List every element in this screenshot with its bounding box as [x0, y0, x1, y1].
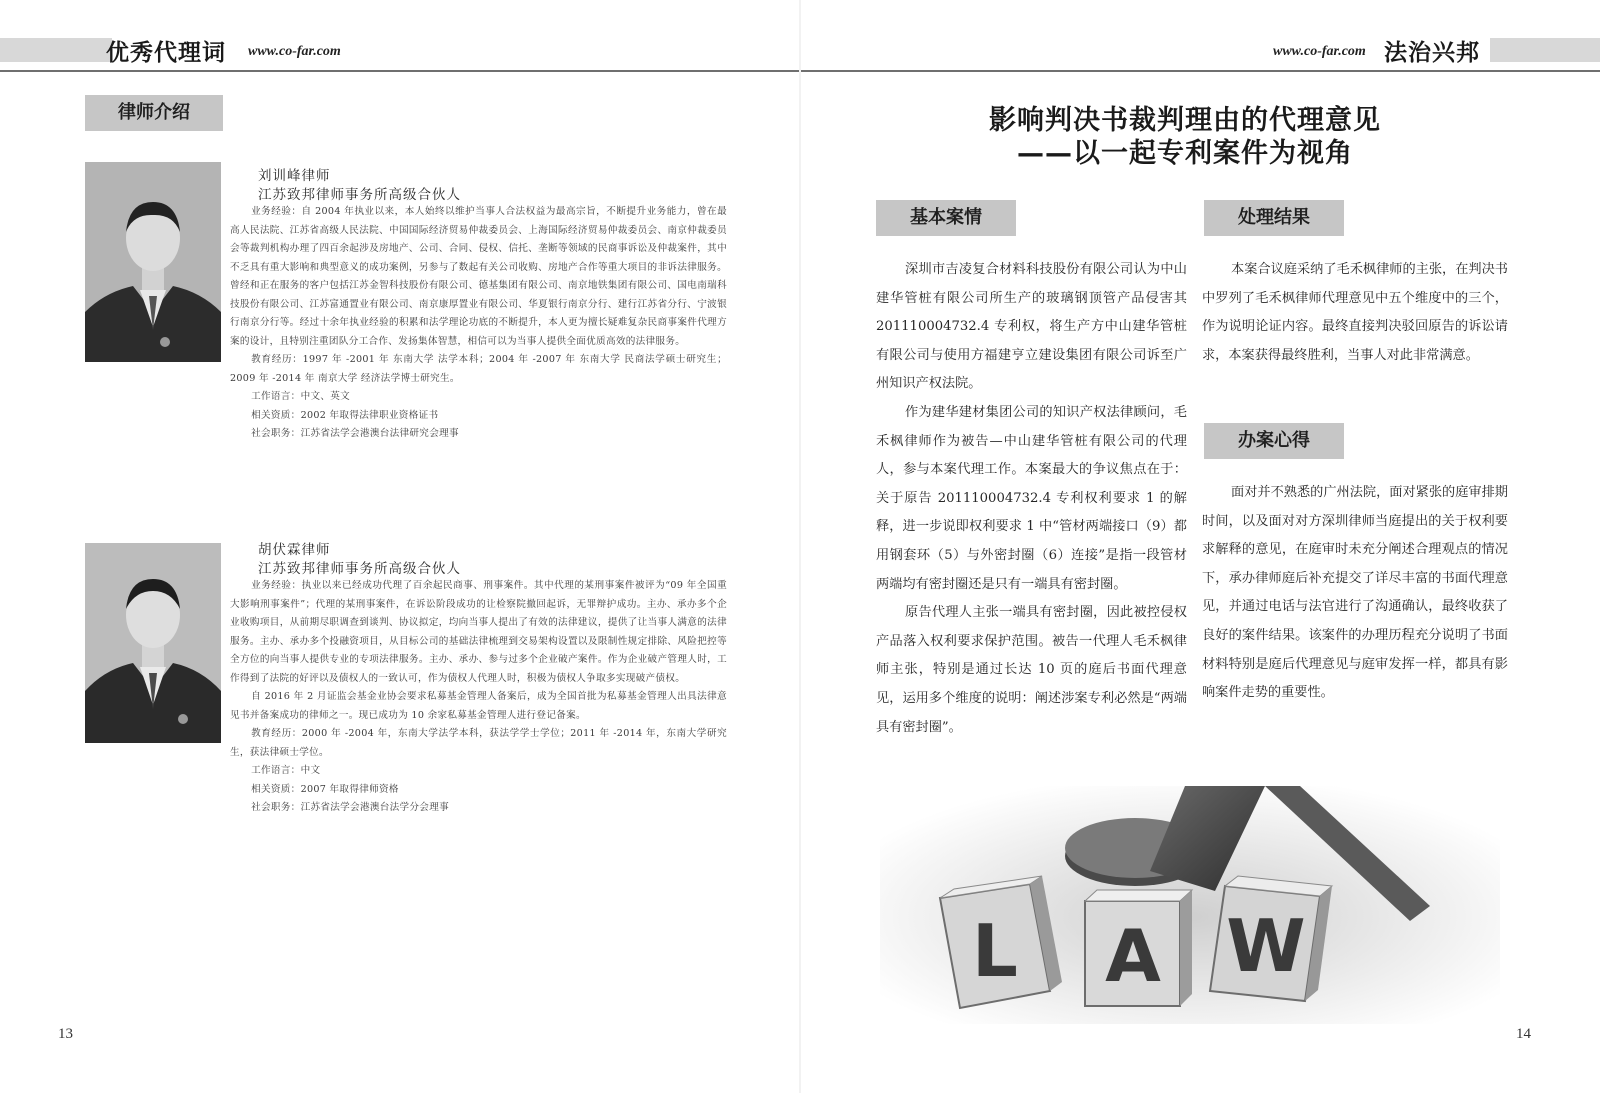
- law-blocks-gavel-illustration: [880, 786, 1500, 1024]
- portrait-illustration-2: [85, 543, 221, 743]
- section-tag-outcome: 处理结果: [1204, 200, 1344, 236]
- basic-facts-paragraph-2: 作为建华建材集团公司的知识产权法律顾问，毛禾枫律师作为被告—中山建华管桩有限公司的代理人，参与本案代理工作。本案最大的争议焦点在于：关于原告 201110004732.4 专利权利要求 1 的解释，进一步说即权利要求 1 中“管材两端接口（9）都用钢套环（5）与外密封圈（6）连接”是指一段管材两端均有密封圈还是只有一端具有密封圈。: [876, 404, 1187, 592]
- article-title: [950, 104, 1420, 170]
- lawyer-bio-2: [230, 577, 727, 818]
- article-title-line-2: ——以一起专利案件为视角: [1017, 138, 1353, 169]
- insights-body: [1202, 479, 1508, 708]
- law-block-letter-w: W: [1226, 904, 1306, 988]
- lawyer-1-social-role: 社会职务：江苏省法学会港澳台法律研究会理事: [251, 428, 459, 439]
- lawyer-1-education: 教育经历：1997 年 -2001 年 东南大学 法学本科；2004 年 -2007 年 东南大学 民商法学硕士研究生；2009 年 -2014 年 南京大学 经济法学博士研究生。: [230, 354, 727, 384]
- lawyer-2-fund-filing: 自 2016 年 2 月证监会基金业协会要求私募基金管理人备案后，成为全国首批为私募基金管理人出具法律意见书并备案成功的律师之一。现已成功为 10 余家私募基金管理人进行登记备案。: [230, 691, 727, 721]
- page-number-right: 14: [1516, 1026, 1531, 1042]
- lawyer-name-2: 胡伏霖律师: [258, 542, 331, 558]
- basic-facts-body: [876, 256, 1187, 742]
- lawyer-2-experience: 业务经验：执业以来已经成功代理了百余起民商事、刑事案件。其中代理的某刑事案件被评为“09 年全国重大影响刑事案件”；代理的某刑事案件，在诉讼阶段成功的让检察院撤回起诉，无罪辩护成功。主办、承办多个企业收购项目，从前期尽职调查到谈判、协议拟定，均向当事人提出了有效的法律建议，提供了让当事人满意的法律服务。主办、承办多个投融资项目，从目标公司的基础法律梳理到交易架构设置以及限制性规定排除、风险把控等全方位的向当事人提供专业的专项法律服务。主办、承办、参与过多个企业破产案件。作为企业破产管理人时，工作得到了法院的好评以及债权人的一致认可，作为债权人代理人时，积极为债权人争取多实现破产债权。: [230, 580, 727, 684]
- portrait-illustration-1: [85, 162, 221, 362]
- page-spine: [799, 0, 801, 1093]
- header-left-url: www.co-far.com: [248, 44, 341, 59]
- lawyer-2-language: 工作语言：中文: [251, 765, 321, 776]
- outcome-body: [1202, 256, 1508, 370]
- law-block-letter-a: A: [1105, 914, 1161, 998]
- section-tag-insights: 办案心得: [1204, 423, 1344, 459]
- lawyer-2-qualification: 相关资质：2007 年取得律师资格: [251, 783, 399, 795]
- header-band-right: [1490, 38, 1600, 62]
- lawyer-title-1: 江苏致邦律师事务所高级合伙人: [258, 187, 461, 203]
- section-tag-basic-facts: 基本案情: [876, 200, 1016, 236]
- outcome-paragraph-1: 本案合议庭采纳了毛禾枫律师的主张，在判决书中罗列了毛禾枫律师代理意见中五个维度中的三个，作为说明论证内容。最终直接判决驳回原告的诉讼请求，本案获得最终胜利，当事人对此非常满意。: [1202, 262, 1508, 363]
- law-block-letter-l: L: [972, 909, 1018, 993]
- header-rule-right: [800, 70, 1600, 72]
- lawyer-1-language: 工作语言：中文、英文: [251, 391, 351, 402]
- header-band-left: [0, 38, 112, 62]
- lawyer-2-social-role: 社会职务：江苏省法学会港澳台法学分会理事: [251, 802, 449, 813]
- lawyer-bio-1: [230, 203, 727, 444]
- lawyer-1-qualification: 相关资质：2002 年取得法律职业资格证书: [251, 409, 439, 421]
- basic-facts-paragraph-1: 深圳市吉凌复合材料科技股份有限公司认为中山建华管桩有限公司所生产的玻璃钢顶管产品侵害其 201110004732.4 专利权，将生产方中山建华管桩有限公司与使用方福建亨立建设集团有限公司诉至广州知识产权法院。: [876, 262, 1187, 392]
- lawyer-title-2: 江苏致邦律师事务所高级合伙人: [258, 561, 461, 577]
- header-right-url: www.co-far.com: [1273, 44, 1366, 59]
- article-title-line-1: 影响判决书裁判理由的代理意见: [989, 105, 1381, 136]
- lawyer-2-education: 教育经历：2000 年 -2004 年，东南大学法学本科，获法学学士学位；2011 年 -2014 年，东南大学研究生，获法律硕士学位。: [230, 728, 727, 758]
- header-left-title: 优秀代理词: [106, 40, 226, 66]
- insights-paragraph-1: 面对并不熟悉的广州法院，面对紧张的庭审排期时间，以及面对对方深圳律师当庭提出的关于权利要求解释的意见，在庭审时未充分阐述合理观点的情况下，承办律师庭后补充提交了详尽丰富的书面代理意见，并通过电话与法官进行了沟通确认，最终收获了良好的案件结果。该案件的办理历程充分说明了书面材料特别是庭后代理意见与庭审发挥一样，都具有影响案件走势的重要性。: [1202, 485, 1508, 701]
- header-right-title: 法治兴邦: [1384, 40, 1480, 66]
- lawyer-photo-1: [85, 162, 221, 362]
- basic-facts-paragraph-3: 原告代理人主张一端具有密封圈，因此被控侵权产品落入权利要求保护范围。被告一代理人毛禾枫律师主张，特别是通过长达 10 页的庭后书面代理意见，运用多个维度的说明：阐述涉案专利必然是“两端具有密封圈”。: [876, 605, 1187, 735]
- lawyer-photo-2: [85, 543, 221, 743]
- lawyer-name-1: 刘训峰律师: [258, 168, 331, 184]
- page-number-left: 13: [58, 1026, 73, 1042]
- lawyer-1-experience: 业务经验：自 2004 年执业以来，本人始终以维护当事人合法权益为最高宗旨，不断提升业务能力，曾在最高人民法院、江苏省高级人民法院、中国国际经济贸易仲裁委员会、上海国际经济贸易仲裁委员会、南京仲裁委员会等裁判机构办理了四百余起涉及房地产、公司、合同、侵权、信托、垄断等领域的民商事诉讼及仲裁案件，其中不乏具有重大影响和典型意义的成功案例，另参与了数起有关公司收购、房地产合作等重大项目的非诉法律服务。曾经和正在服务的客户包括江苏金智科技股份有限公司、德基集团有限公司、南京地铁集团有限公司、国电南瑞科技股份有限公司、江苏富通置业有限公司、南京康厚置业有限公司、华夏银行南京分行、建行江苏省分行、宁波银行南京分行等。经过十余年执业经验的积累和法学理论功底的不断提升，本人更为擅长疑难复杂民商事案件代理方案的设计，且特别注重团队分工合作、发扬集体智慧，相信可以为当事人提供全面优质高效的法律服务。: [230, 206, 727, 347]
- header-rule-left: [0, 70, 800, 72]
- section-tag-lawyer-intro: 律师介绍: [85, 95, 223, 131]
